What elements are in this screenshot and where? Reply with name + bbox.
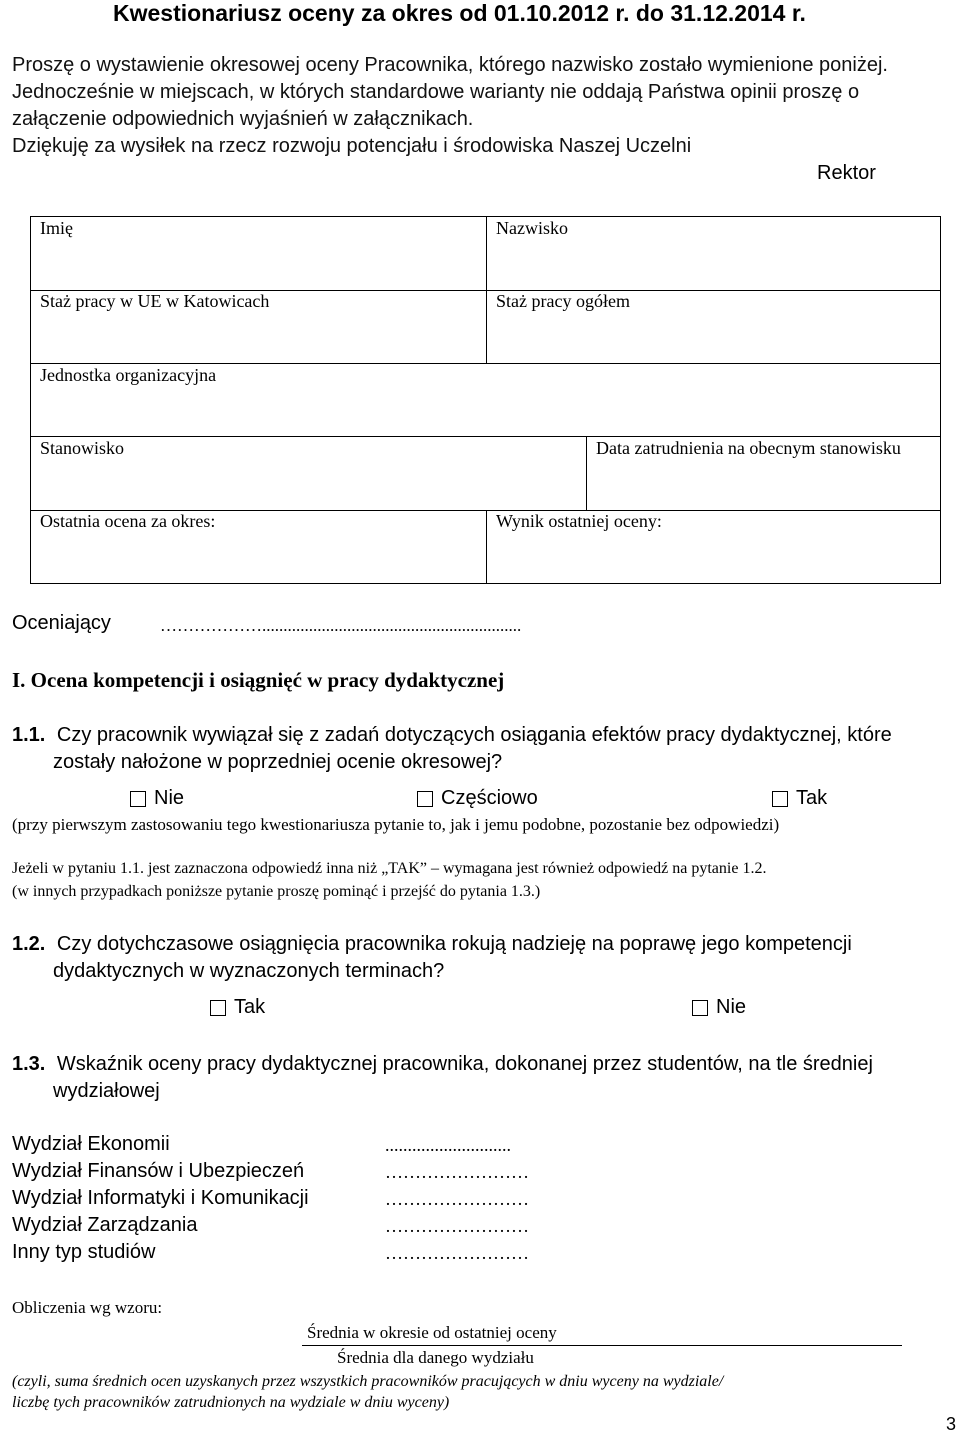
employment-date-field[interactable]: Data zatrudnienia na obecnym stanowisku (596, 438, 901, 458)
option-nie[interactable]: Nie (692, 996, 746, 1019)
section-title: I. Ocena kompetencji i osiągnięć w pracy dydaktycznej (12, 668, 505, 692)
question-1-1 (12, 722, 892, 749)
intro-line-3: załączenie odpowiednich wyjaśnień w załącznikach. (12, 108, 474, 130)
unit-field[interactable]: Jednostka organizacyjna (40, 365, 217, 385)
table-row-divider (30, 363, 941, 364)
fraction-line (302, 1345, 902, 1346)
faculty-name: Wydział Ekonomii (12, 1133, 170, 1155)
page-title: Kwestionariusz oceny za okres od 01.10.2012 r. do 31.12.2014 r. (113, 0, 806, 26)
formula-note-line-2: liczbę tych pracowników zatrudnionych na wydziale w dniu wyceny) (12, 1394, 450, 1411)
question-number: 1.2. (12, 933, 46, 955)
position-field[interactable]: Stanowisko (40, 438, 125, 458)
faculty-name: Wydział Finansów i Ubezpieczeń (12, 1160, 305, 1182)
faculty-name: Wydział Zarządzania (12, 1214, 198, 1236)
option-nie[interactable]: Nie (130, 787, 184, 810)
last-eval-result-field[interactable]: Wynik ostatniej oceny: (496, 511, 662, 531)
table-col-divider (586, 436, 587, 510)
faculty-name: Inny typ studiów (12, 1241, 156, 1263)
question-text: Czy pracownik wywiązał się z zadań dotyczących osiągania efektów pracy dydaktycznej, które (56, 724, 892, 746)
faculty-value-field[interactable]: …………………… (385, 1189, 529, 1209)
intro-line-2: Jednocześnie w miejscach, w których standardowe warianty nie oddają Państwa opinii proszę o (12, 81, 860, 103)
faculty-value-field[interactable]: …………………… (385, 1243, 529, 1263)
option-tak[interactable]: Tak (210, 996, 265, 1019)
intro-line-1: Proszę o wystawienie okresowej oceny Pracownika, którego nazwisko zostało wymienione poniżej. (12, 54, 888, 76)
intro-paragraph (12, 52, 888, 160)
last-name-field[interactable]: Nazwisko (496, 218, 568, 238)
option-czesciowo[interactable]: Częściowo (417, 787, 538, 810)
first-name-field[interactable]: Imię (40, 218, 73, 238)
formula-note (12, 1371, 723, 1413)
table-row-divider (30, 436, 941, 437)
formula-numerator: Średnia w okresie od ostatniej oceny (307, 1323, 557, 1342)
formula-note-line-1: (czyli, suma średnich ocen uzyskanych przez wszystkich pracowników pracujących w dniu wyceny na wydziale/ (12, 1373, 724, 1390)
question-number: 1.3. (12, 1053, 46, 1075)
question-text-continued: wydziałowej (53, 1080, 160, 1102)
question-1-3 (12, 1051, 873, 1078)
evaluator-field[interactable]: ………………............................................................. (160, 616, 522, 635)
tenure-total-field[interactable]: Staż pracy ogółem (496, 291, 630, 311)
signature-rektor: Rektor (817, 162, 876, 184)
table-col-divider (486, 510, 487, 584)
question-text: Czy dotychczasowe osiągnięcia pracownika rokują nadzieję na poprawę jego kompetencji (56, 933, 852, 955)
table-col-divider (486, 216, 487, 363)
question-1-2 (12, 931, 852, 958)
checkbox[interactable] (130, 791, 146, 807)
faculty-value-field[interactable]: …………………… (385, 1162, 529, 1182)
intro-line-4: Dziękuję za wysiłek na rzecz rozwoju potencjału i środowiska Naszej Uczelni (12, 135, 692, 157)
formula-label: Obliczenia wg wzoru: (12, 1298, 163, 1317)
evaluator-label: Oceniający (12, 612, 111, 634)
q11-note: (przy pierwszym zastosowaniu tego kwestionariusza pytanie to, jak i jemu podobne, pozostanie bez odpowiedzi) (12, 815, 780, 834)
followup-instruction: Jeżeli w pytaniu 1.1. jest zaznaczona odpowiedź inna niż „TAK” – wymagana jest również odpowiedź na pytanie 1.2. (12, 860, 767, 877)
question-text-continued: dydaktycznych w wyznaczonych terminach? (53, 960, 445, 982)
option-tak[interactable]: Tak (772, 787, 827, 810)
checkbox[interactable] (692, 1000, 708, 1016)
checkbox[interactable] (210, 1000, 226, 1016)
question-text: Wskaźnik oceny pracy dydaktycznej pracownika, dokonanej przez studentów, na tle średniej (56, 1053, 873, 1075)
page-number: 3 (946, 1414, 957, 1434)
faculty-name: Wydział Informatyki i Komunikacji (12, 1187, 309, 1209)
checkbox[interactable] (417, 791, 433, 807)
question-text-continued: zostały nałożone w poprzedniej ocenie okresowej? (53, 751, 503, 773)
last-eval-period-field[interactable]: Ostatnia ocena za okres: (40, 511, 216, 531)
question-number: 1.1. (12, 724, 46, 746)
formula-denominator: Średnia dla danego wydziału (337, 1348, 534, 1367)
checkbox[interactable] (772, 791, 788, 807)
faculty-value-field[interactable]: …………………… (385, 1216, 529, 1236)
tenure-ue-field[interactable]: Staż pracy w UE w Katowicach (40, 291, 270, 311)
followup-instruction-2: (w innych przypadkach poniższe pytanie proszę pominąć i przejść do pytania 1.3.) (12, 883, 541, 900)
faculty-value-field[interactable]: ............................ (385, 1135, 511, 1155)
